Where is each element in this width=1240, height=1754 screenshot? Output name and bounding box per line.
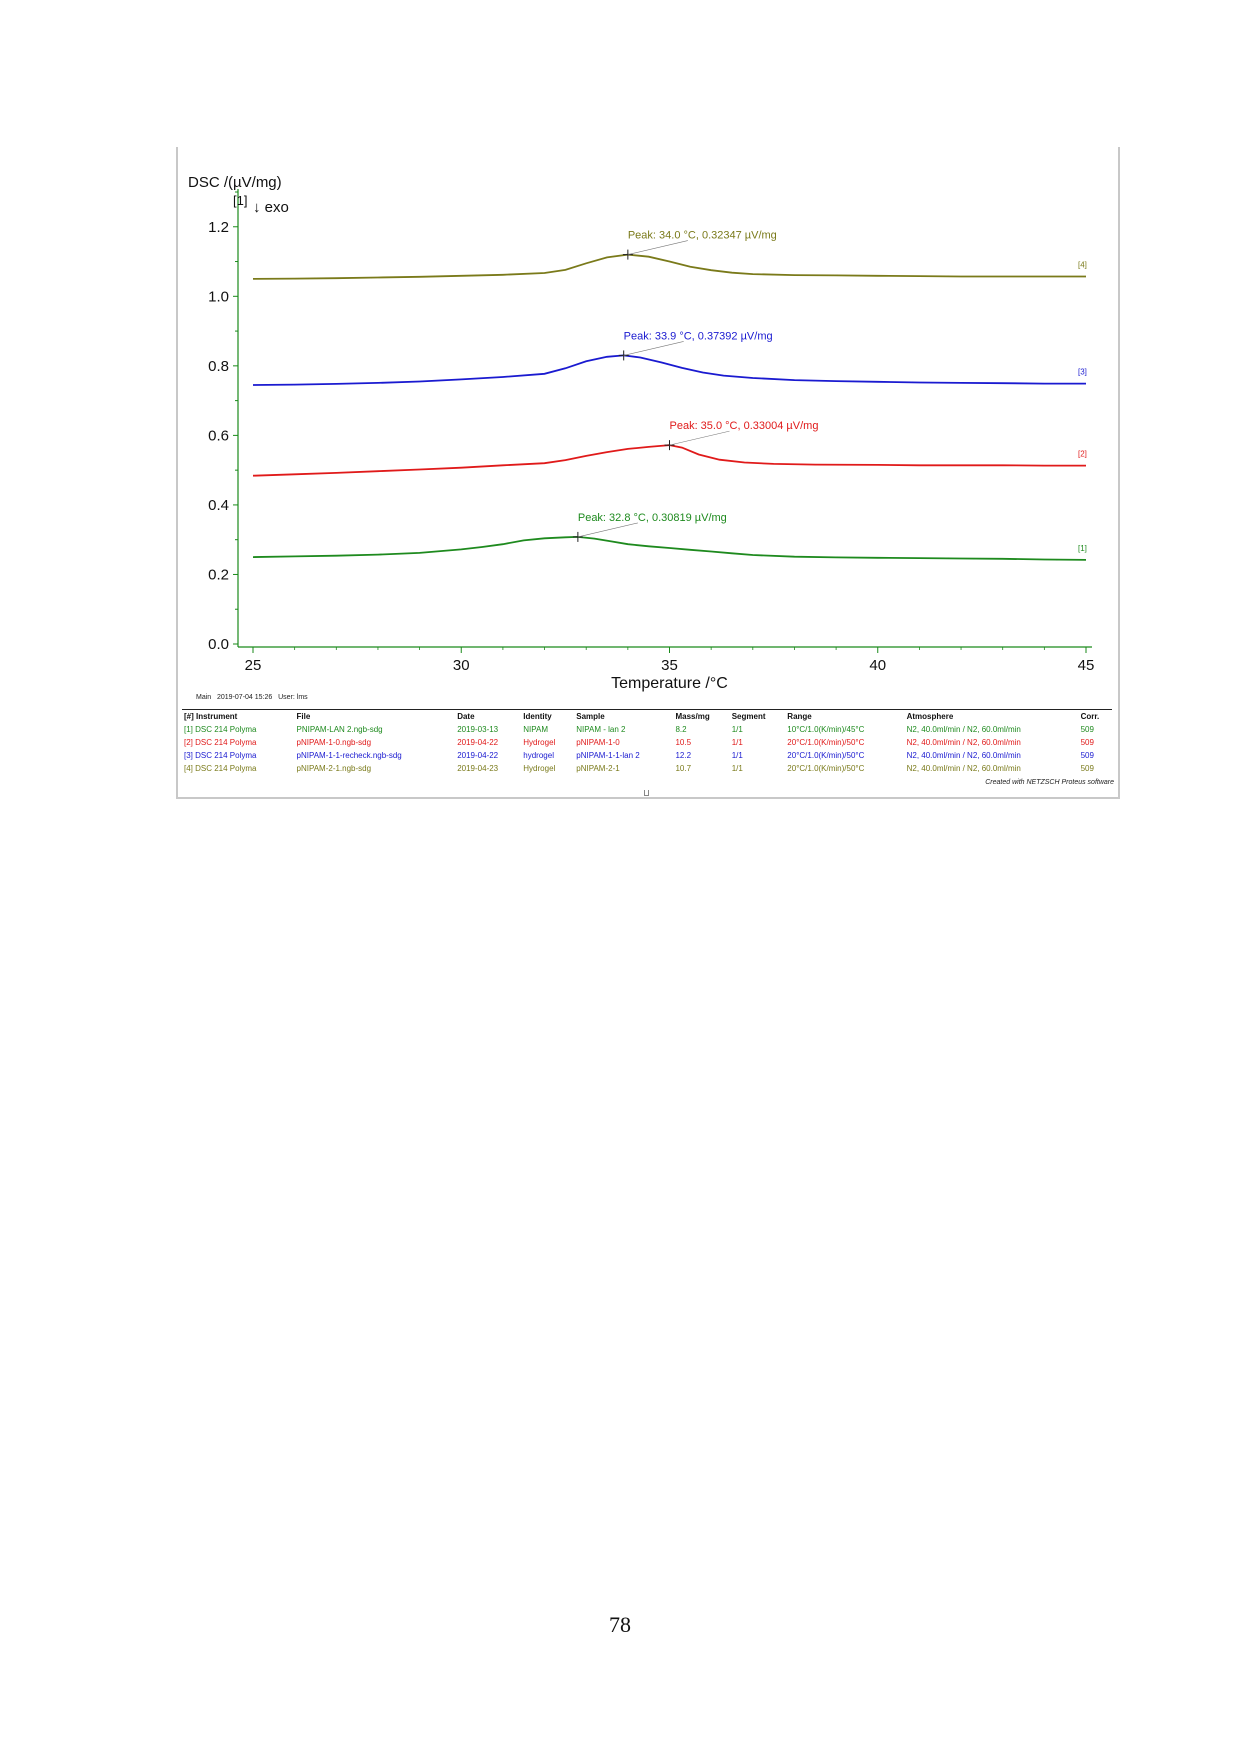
series-end-label-4: [4] <box>1078 260 1087 270</box>
peak-leader-2 <box>670 431 730 445</box>
legend-header-cell: File <box>296 712 311 721</box>
legend-cell: 20°C/1.0(K/min)/50°C <box>787 738 865 747</box>
software-credit: Created with NETZSCH Proteus software <box>985 779 1114 786</box>
legend-cell: 2019-04-23 <box>457 764 499 773</box>
y-tick-label: 0.0 <box>208 636 229 653</box>
legend-header-cell: Identity <box>523 712 552 721</box>
y-tick-label: 0.4 <box>208 496 229 514</box>
dsc-figure <box>176 147 1120 799</box>
series-line-1 <box>253 537 1086 560</box>
legend-cell: pNIPAM-2-1.ngb-sdg <box>296 764 372 773</box>
series-line-4 <box>253 255 1086 279</box>
y-tick-label: 1.2 <box>208 218 229 236</box>
legend-cell: N2, 40.0ml/min / N2, 60.0ml/min <box>906 725 1021 734</box>
legend-header-cell: Atmosphere <box>906 712 954 721</box>
legend-header-cell: Corr. <box>1080 712 1100 721</box>
legend-body <box>182 723 1112 775</box>
legend-cell: 10.7 <box>675 764 692 773</box>
legend-cell: pNIPAM-1-1-recheck.ngb-sdg <box>296 751 402 760</box>
legend-cell: N2, 40.0ml/min / N2, 60.0ml/min <box>906 738 1021 747</box>
peak-annotation-4: Peak: 34.0 °C, 0.32347 µV/mg <box>627 229 777 242</box>
legend-row <box>182 723 1112 736</box>
legend-cell: N2, 40.0ml/min / N2, 60.0ml/min <box>906 764 1021 773</box>
legend-cell: 1/1 <box>731 725 743 734</box>
legend-row <box>182 762 1112 775</box>
legend-header-cell: Date <box>457 712 475 721</box>
legend-cell: 20°C/1.0(K/min)/50°C <box>787 764 865 773</box>
legend-cell: [2] DSC 214 Polyma <box>184 738 257 747</box>
series-end-label-1: [1] <box>1078 543 1087 553</box>
dsc-chart <box>178 147 1118 695</box>
legend-cell: 509 <box>1080 751 1094 760</box>
page-number: 78 <box>609 1612 631 1637</box>
legend-cell: [3] DSC 214 Polyma <box>184 751 257 760</box>
x-axis-title: Temperature /°C <box>611 675 728 692</box>
legend-cell: pNIPAM-2-1 <box>576 764 620 773</box>
legend-cell: 10°C/1.0(K/min)/45°C <box>787 725 865 734</box>
legend-cell: pNIPAM-1-1-lan 2 <box>576 751 640 760</box>
legend-cell: hydrogel <box>523 751 554 760</box>
legend-cell: 12.2 <box>675 751 692 760</box>
series-end-label-2: [2] <box>1078 449 1087 459</box>
legend-cell: Hydrogel <box>523 764 556 773</box>
peak-leader-3 <box>624 341 684 355</box>
legend-cell: pNIPAM-1-0.ngb-sdg <box>296 738 372 747</box>
legend-cell: 509 <box>1080 764 1094 773</box>
legend-header-row <box>182 710 1112 724</box>
series-line-3 <box>253 355 1086 385</box>
legend-cell: Hydrogel <box>523 738 556 747</box>
legend-cell: [4] DSC 214 Polyma <box>184 764 257 773</box>
x-tick-label: 30 <box>452 657 470 674</box>
legend-cell: 2019-04-22 <box>457 751 499 760</box>
y-axis-title: DSC /(µV/mg) <box>188 174 282 191</box>
legend-cell: 20°C/1.0(K/min)/50°C <box>787 751 865 760</box>
legend-cell: 1/1 <box>731 751 743 760</box>
legend-header-cell: [#] Instrument <box>184 712 238 721</box>
y-tick-label: 1.0 <box>208 288 229 306</box>
legend-cell: NIPAM - lan 2 <box>576 725 626 734</box>
legend-table <box>182 709 1112 775</box>
info-line: Main 2019-07-04 15:26 User: lms <box>196 694 308 701</box>
legend-cell: 509 <box>1080 725 1094 734</box>
legend-cell: 8.2 <box>675 725 687 734</box>
legend-header-cell: Range <box>787 712 812 721</box>
legend-cell: N2, 40.0ml/min / N2, 60.0ml/min <box>906 751 1021 760</box>
legend-row <box>182 736 1112 749</box>
legend-cell: pNIPAM-1-0 <box>576 738 620 747</box>
legend-header-cell: Sample <box>576 712 605 721</box>
peak-annotation-1: Peak: 32.8 °C, 0.30819 µV/mg <box>577 511 727 524</box>
peak-annotation-3: Peak: 33.9 °C, 0.37392 µV/mg <box>623 330 773 343</box>
peak-annotation-2: Peak: 35.0 °C, 0.33004 µV/mg <box>669 420 819 433</box>
frame-tick-mark <box>644 790 649 796</box>
legend-cell: NIPAM <box>523 725 549 734</box>
y-tick-label: 0.2 <box>208 566 229 584</box>
legend-cell: [1] DSC 214 Polyma <box>184 725 257 734</box>
legend-cell: 2019-03-13 <box>457 725 499 734</box>
legend-row <box>182 749 1112 762</box>
x-tick-label: 35 <box>661 657 678 674</box>
legend-cell: 509 <box>1080 738 1094 747</box>
y-axis-marker: [1] <box>233 193 248 208</box>
legend-cell: 10.5 <box>675 738 692 747</box>
legend-cell: PNIPAM-LAN 2.ngb-sdg <box>296 725 383 734</box>
y-tick-label: 0.6 <box>208 427 229 445</box>
legend-cell: 2019-04-22 <box>457 738 499 747</box>
legend-cell: 1/1 <box>731 738 743 747</box>
exo-direction-note: ↓ exo <box>253 199 289 216</box>
x-tick-label: 45 <box>1077 657 1095 674</box>
y-tick-label: 0.8 <box>208 357 229 375</box>
legend-cell: 1/1 <box>731 764 743 773</box>
peak-leader-4 <box>628 241 688 255</box>
x-tick-label: 25 <box>244 657 262 674</box>
legend-header-cell: Segment <box>731 712 766 721</box>
peak-leader-1 <box>578 523 638 537</box>
x-tick-label: 40 <box>869 657 887 674</box>
series-end-label-3: [3] <box>1078 367 1087 377</box>
legend-header-cell: Mass/mg <box>675 712 710 721</box>
